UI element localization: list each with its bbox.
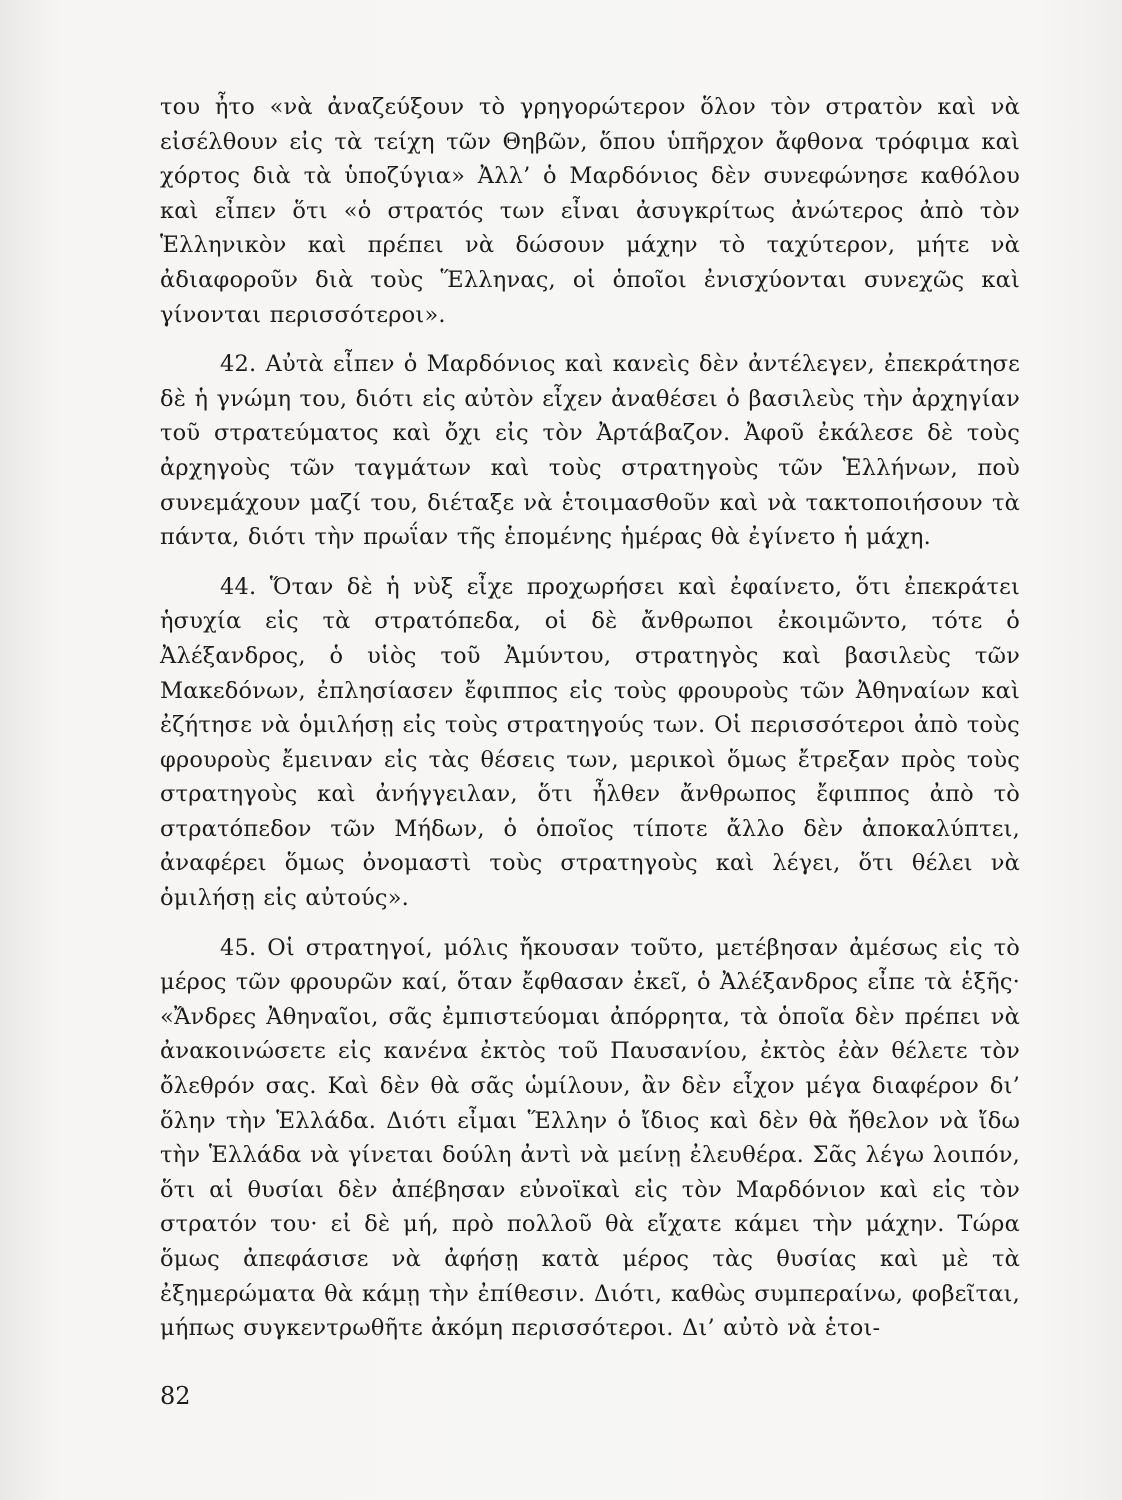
paragraph-45: 45. Οἱ στρατηγοί, μόλις ἤκουσαν τοῦτο, μετέβησαν ἀμέσως εἰς τὸ μέρος τῶν φρουρῶν καί, ὅταν ἔφθασαν ἐκεῖ, ὁ Ἀλέξανδρος εἶπε τὰ ἑξῆς· «Ἄνδρες Ἀθηναῖοι, σᾶς ἐμπιστεύομαι ἀπόρρητα, τὰ ὁποῖα δὲν πρέπει νὰ ἀνακοινώσετε εἰς κανένα ἐκτὸς τοῦ Παυσανίου, ἐκτὸς ἐὰν θέλετε τὸν ὄλεθρόν σας. Καὶ δὲν θὰ σᾶς ὡμίλουν, ἂν δὲν εἶχον μέγα διαφέρον δι’ ὅλην τὴν Ἑλλάδα. Διότι εἶμαι Ἕλλην ὁ ἴδιος καὶ δὲν θὰ ἤθελον νὰ ἴδω τὴν Ἑλλάδα νὰ γίνεται δούλη ἀντὶ νὰ μείνῃ ἐλευθέρα. Σᾶς λέγω λοιπόν, ὅτι αἱ θυσίαι δὲν ἀπέβησαν εὐνοϊκαὶ εἰς τὸν Μαρδόνιον καὶ εἰς τὸν στρατόν του· εἰ δὲ μή, πρὸ πολλοῦ θὰ εἴχατε κάμει τὴν μάχην. Τώρα ὅμως ἀπεφάσισε νὰ ἀφήσῃ κατὰ μέρος τὰς θυσίας καὶ μὲ τὰ ἐξημερώματα θὰ κάμῃ τὴν ἐπίθεσιν. Διότι, καθὼς συμπεραίνω, φοβεῖται, μήπως συγκεντρωθῆτε ἀκόμη περισσότεροι. Δι’ αὐτὸ νὰ ἑτοι- bbox=[160, 934, 1020, 1342]
page-number: 82 bbox=[160, 1382, 191, 1410]
paragraph-42: 42. Αὐτὰ εἶπεν ὁ Μαρδόνιος καὶ κανεὶς δὲν ἀντέλεγεν, ἐπεκράτησε δὲ ἡ γνώμη του, διότι εἰς αὐτὸν εἶχεν ἀναθέσει ὁ βασιλεὺς τὴν ἀρχηγίαν τοῦ στρατεύματος καὶ ὄχι εἰς τὸν Ἀρτάβαζον. Ἀφοῦ ἐκάλεσε δὲ τοὺς ἀρχηγοὺς τῶν ταγμάτων καὶ τοὺς στρατηγοὺς τῶν Ἑλλήνων, ποὺ συνεμάχουν μαζί του, διέταξε νὰ ἑτοιμασθοῦν καὶ νὰ τακτοποιήσουν τὰ πάντα, διότι τὴν πρωΐαν τῆς ἑπομένης ἡμέρας θὰ ἐγίνετο ἡ μάχη. bbox=[160, 351, 1020, 551]
body-text bbox=[160, 90, 1020, 1346]
paragraph-continuation: του ἦτο «νὰ ἀναζεύξουν τὸ γρηγορώτερον ὅλον τὸν στρατὸν καὶ νὰ εἰσέλθουν εἰς τὰ τείχη τῶν Θηβῶν, ὅπου ὑπῆρχον ἄφθονα τρόφιμα καὶ χόρτος διὰ τὰ ὑποζύγια» Ἀλλ’ ὁ Μαρδόνιος δὲν συνεφώνησε καθόλου καὶ εἶπεν ὅτι «ὁ στρατός των εἶναι ἀσυγκρίτως ἀνώτερος ἀπὸ τὸν Ἑλληνικὸν καὶ πρέπει νὰ δώσουν μάχην τὸ ταχύτερον, μήτε νὰ ἀδιαφοροῦν διὰ τοὺς Ἕλληνας, οἱ ὁποῖοι ἐνισχύονται συνεχῶς καὶ γίνονται περισσότεροι». bbox=[160, 94, 1020, 328]
paragraph-44: 44. Ὅταν δὲ ἡ νὺξ εἶχε προχωρήσει καὶ ἐφαίνετο, ὅτι ἐπεκράτει ἡσυχία εἰς τὰ στρατόπεδα, οἱ δὲ ἄνθρωποι ἐκοιμῶντο, τότε ὁ Ἀλέξανδρος, ὁ υἱὸς τοῦ Ἀμύντου, στρατηγὸς καὶ βασιλεὺς τῶν Μακεδόνων, ἐπλησίασεν ἔφιππος εἰς τοὺς φρουροὺς τῶν Ἀθηναίων καὶ ἐζήτησε νὰ ὁμιλήσῃ εἰς τοὺς στρατηγούς των. Οἱ περισσότεροι ἀπὸ τοὺς φρουροὺς ἔμειναν εἰς τὰς θέσεις των, μερικοὶ ὅμως ἔτρεξαν πρὸς τοὺς στρατηγοὺς καὶ ἀνήγγειλαν, ὅτι ἦλθεν ἄνθρωπος ἔφιππος ἀπὸ τὸ στρατόπεδον τῶν Μήδων, ὁ ὁποῖος τίποτε ἄλλο δὲν ἀποκαλύπτει, ἀναφέρει ὅμως ὀνομαστὶ τοὺς στρατηγοὺς καὶ λέγει, ὅτι θέλει νὰ ὁμιλήσῃ εἰς αὐτούς». bbox=[160, 573, 1020, 912]
